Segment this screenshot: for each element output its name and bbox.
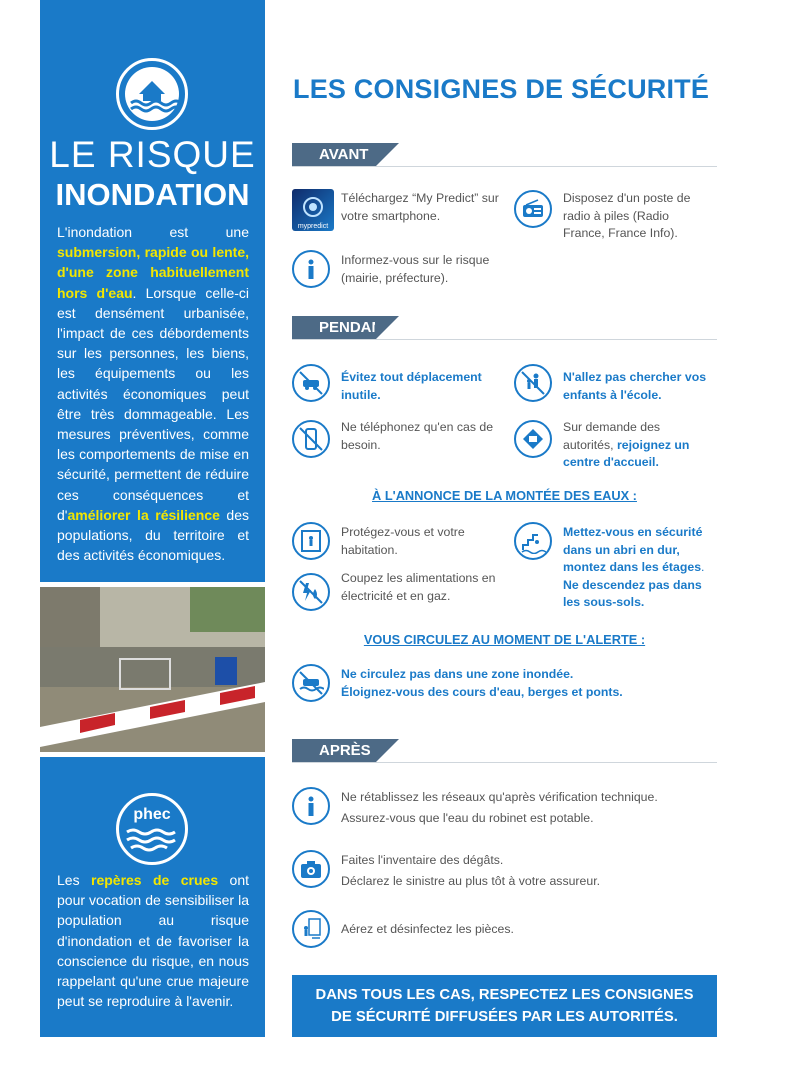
shelter-icon [514, 420, 552, 458]
subheading-driving: VOUS CIRCULEZ AU MOMENT DE L'ALERTE : [363, 632, 646, 647]
footer-line-1: DANS TOUS LES CAS, RESPECTEZ LES CONSIGNES [315, 987, 694, 1003]
pendant-item-children: N'allez pas chercher vos enfants à l'école. [563, 370, 707, 402]
footer-line-2: DE SÉCURITÉ DIFFUSÉES PAR LES AUTORITÉS. [331, 1009, 678, 1025]
no-driving-flood-icon [292, 664, 330, 702]
body-text: L'inondation est une [57, 224, 249, 240]
section-tab-avant: AVANT [292, 143, 375, 167]
pendant-item-driving: Ne circulez pas dans une zone inondée. Éloignez-vous des cours d'eau, berges et ponts. [341, 667, 623, 699]
no-phone-icon [292, 420, 330, 458]
body-text: Les [57, 872, 91, 888]
pendant-item-protect: Protégez-vous et votre habitation. [341, 525, 465, 557]
pendant-item-shelter: Sur demande des autorités, rejoignez un centre d'accueil. [563, 420, 690, 469]
section-divider [292, 166, 717, 167]
info-icon [292, 787, 330, 825]
footer-banner [292, 975, 717, 1037]
avant-item-info: Informez-vous sur le risque (mairie, préfecture). [341, 253, 490, 285]
sidebar-bottom-panel [40, 757, 265, 1037]
highlight-text: submersion, rapide ou lente, d'une zone habituellement hors d'eau [57, 244, 249, 301]
flood-photo [40, 587, 265, 752]
sidebar-title-bold: INONDATION [55, 177, 250, 212]
section-tab-apres: APRÈS [292, 739, 375, 763]
no-school-pickup-icon [514, 364, 552, 402]
no-car-icon [292, 364, 330, 402]
highlight-text: améliorer la résilience [67, 506, 220, 523]
body-text: ont pour vocation de sensibiliser la population au risque d'inondation et de favoriser la conscience du risque, en nous rappelant qu'une crue majeure peut se reproduire à l'avenir. [57, 872, 249, 1010]
avant-item-app: Téléchargez “My Predict” sur votre smartphone. [341, 191, 499, 223]
my-predict-app-icon: mypredict [292, 189, 334, 231]
sidebar-intro-text [57, 222, 249, 565]
sidebar-bottom-text [57, 870, 249, 1011]
sidebar-panel [40, 0, 265, 582]
ventilate-icon [292, 910, 330, 948]
radio-icon [514, 190, 552, 228]
apres-item-networks: Ne rétablissez les réseaux qu'après vérification technique. Assurez-vous que l'eau du robinet est potable. [341, 790, 658, 825]
pendant-item-travel: Évitez tout déplacement inutile. [341, 370, 482, 402]
info-icon [292, 250, 330, 288]
go-upstairs-icon [514, 522, 552, 560]
phec-logo-icon: phec [116, 793, 188, 865]
section-divider [292, 762, 717, 763]
cut-power-gas-icon [292, 573, 330, 611]
pendant-item-phone: Ne téléphonez qu'en cas de besoin. [341, 420, 494, 452]
camera-icon [292, 850, 330, 888]
pendant-item-safety: Mettez-vous en sécurité dans un abri en dur, montez dans les étages. Ne descendez pas dans les sous-sols. [563, 525, 705, 609]
page-title: LES CONSIGNES DE SÉCURITÉ [293, 74, 710, 104]
body-text: . Lorsque celle-ci est densément urbanisée, l'impact de ces débordements sur les personnes, les biens, les équipements ou les activités économiques peut être très dommageable. Les mesures préventives, comme les comportements de mise en sécurité, permettent de réduire ces conséquences et d' [57, 284, 249, 523]
section-divider [292, 339, 717, 340]
subheading-rising-water: À L'ANNONCE DE LA MONTÉE DES EAUX : [372, 488, 637, 503]
avant-item-radio: Disposez d'un poste de radio à piles (Radio France, France Info). [563, 191, 691, 240]
section-tab-pendant: PENDANT [292, 316, 375, 340]
flood-house-logo-icon [116, 58, 188, 130]
pendant-item-power: Coupez les alimentations en électricité et en gaz. [341, 571, 496, 603]
highlight-text: repères de crues [91, 872, 219, 888]
protect-home-icon [292, 522, 330, 560]
apres-item-ventilate: Aérez et désinfectez les pièces. [341, 922, 514, 936]
apres-item-inventory: Faites l'inventaire des dégâts. Déclarez le sinistre au plus tôt à votre assureur. [341, 853, 601, 888]
body-text: des populations, du territoire et des activités économiques. [57, 506, 249, 564]
sidebar-title-thin: LE RISQUE [49, 134, 256, 175]
